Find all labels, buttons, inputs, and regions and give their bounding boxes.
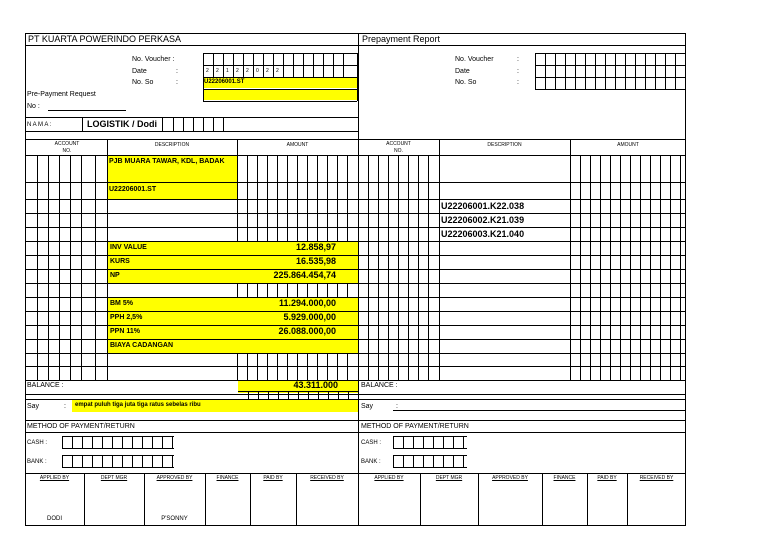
center-divider (358, 33, 359, 526)
payment-box-col (413, 455, 414, 467)
header-grid-col (243, 53, 244, 77)
balance-grid-col (348, 391, 349, 399)
table-grid-col (580, 155, 581, 380)
payment-box-col (92, 455, 93, 467)
table-grid-col (610, 155, 611, 380)
table-row-rule (25, 213, 686, 214)
right-header-grid-col (605, 53, 606, 89)
table-grid-col (37, 155, 38, 380)
header-grid-col (343, 53, 344, 77)
right-signature-label: FINANCE (553, 475, 576, 481)
right-header-grid-rule (535, 77, 686, 78)
table-grid-col (630, 155, 631, 380)
payment-box-col (453, 455, 454, 467)
payment-box-col (152, 455, 153, 467)
payment-box-rule (62, 467, 174, 468)
payment-box-rule (62, 448, 174, 449)
right-cash-label: CASH : (361, 440, 382, 446)
item-label: INV VALUE (110, 244, 147, 251)
balance-rule (25, 394, 686, 395)
table-row-rule (25, 366, 686, 367)
balance-grid-col (258, 391, 259, 399)
item-amount: 12.858,97 (295, 242, 336, 252)
payment-box-rule (62, 436, 174, 437)
table-grid-col (680, 155, 681, 380)
right-header-grid-col (555, 53, 556, 89)
right-signature-label: APPLIED BY (374, 475, 404, 481)
payment-box-col (82, 436, 83, 448)
payment-box-rule (62, 455, 174, 456)
table-row-rule (25, 227, 686, 228)
right-colon: : (517, 56, 519, 63)
right-header-grid-col (635, 53, 636, 89)
header-grid-col (293, 53, 294, 77)
right-header-grid-col (655, 53, 656, 89)
right-date-label: Date (455, 68, 470, 75)
table-grid-col (70, 155, 71, 380)
payment-box-col (122, 436, 123, 448)
right-say-colon: : (396, 403, 398, 410)
right-header-grid-rule (535, 65, 686, 66)
payment-box-col (423, 436, 424, 448)
method-rule (25, 432, 686, 433)
payment-box-col (413, 436, 414, 448)
table-grid-col (418, 155, 419, 380)
payment-box-col (463, 436, 464, 448)
date-digit: 2 (266, 68, 269, 74)
payment-box-col (82, 455, 83, 467)
right-signature-label: PAID BY (597, 475, 617, 481)
right-header-grid-col (625, 53, 626, 89)
nama-rule-bottom (25, 131, 358, 132)
say-label: Say (27, 403, 40, 410)
date-digit: 2 (276, 68, 279, 74)
signature-label: DEPT MGR (100, 475, 128, 481)
balance-grid-col (328, 391, 329, 399)
balance-label: BALANCE : (27, 382, 64, 389)
right-bank-label: BANK : (361, 459, 381, 465)
right-signature-label: RECEIVED BY (639, 475, 674, 481)
nama-grid-col (183, 117, 184, 131)
nama-grid-col (203, 117, 204, 131)
date-digit: 2 (236, 68, 239, 74)
payment-box-rule (393, 467, 467, 468)
payment-box-col (172, 455, 173, 467)
nama-grid-col (193, 117, 194, 131)
nama-grid-col (213, 117, 214, 131)
right-ref-number: U22206003.K21.040 (441, 229, 525, 239)
nama-grid-col (162, 117, 163, 131)
table-grid-col (81, 155, 82, 380)
signature-label: APPROVED BY (156, 475, 193, 481)
right-so-label: No. So (455, 79, 477, 86)
payment-box-rule (393, 455, 467, 456)
col-description-header: DESCRIPTION (154, 142, 190, 148)
balance-grid-col (288, 391, 289, 399)
table-grid-col (590, 155, 591, 380)
date-digit: 0 (256, 68, 259, 74)
header-grid-col (333, 53, 334, 77)
method-label: METHOD OF PAYMENT/RETURN (27, 423, 135, 430)
payment-box-col (72, 455, 73, 467)
payment-box-col (162, 455, 163, 467)
header-grid-col (357, 77, 358, 101)
payment-box-col (62, 436, 63, 448)
right-header-grid-rule (535, 89, 686, 90)
item-amount: 225.864.454,74 (273, 270, 336, 280)
right-voucher-label: No. Voucher (455, 56, 494, 63)
so-value: U22206001.ST (204, 79, 245, 85)
right-header-grid-col (545, 53, 546, 89)
right-signature-label: APPROVED BY (492, 475, 528, 481)
nama-label: N A M A : (27, 122, 52, 128)
balance-grid-col (308, 391, 309, 399)
say-value: empat puluh tiga juta tiga ratus sebelas ribu (75, 402, 201, 408)
item-amount: 5.929.000,00 (283, 312, 336, 322)
so-highlight-2 (203, 90, 357, 100)
header-grid-col (357, 53, 358, 77)
table-grid-col (95, 155, 96, 380)
table-grid-col (388, 155, 389, 380)
item-label: NP (110, 272, 120, 279)
payment-box-col (172, 436, 173, 448)
item-label: BIAYA CADANGAN (110, 342, 174, 349)
payment-box-col (112, 436, 113, 448)
right-header-grid-col (585, 53, 586, 89)
payment-box-col (102, 455, 103, 467)
col-account-no: NO. (62, 148, 72, 154)
header-grid-col (213, 53, 214, 77)
balance-grid-col (268, 391, 269, 399)
header-rule (25, 45, 686, 46)
say-rule-bottom (25, 420, 686, 421)
right-method-label: METHOD OF PAYMENT/RETURN (361, 423, 469, 430)
table-grid-col (428, 155, 429, 380)
right-header-grid-col (615, 53, 616, 89)
payment-box-col (443, 455, 444, 467)
item-label: PPN 11% (110, 328, 140, 335)
table-grid-col (600, 155, 601, 380)
balance-grid-col (278, 391, 279, 399)
header-grid-rule (203, 101, 357, 102)
table-grid-col (398, 155, 399, 380)
right-ref-number: U22206001.K22.038 (441, 201, 525, 211)
bank-label: BANK : (27, 459, 47, 465)
header-grid-col (253, 53, 254, 77)
right-colon: : (517, 68, 519, 75)
signature-label: FINANCE (216, 475, 239, 481)
header-grid-col (233, 53, 234, 77)
right-col-account-header: ACCOUNT (386, 141, 411, 147)
header-grid-col (273, 53, 274, 77)
right-amount-col-left (570, 139, 571, 380)
pre-payment-request-label: Pre-Payment Request (27, 91, 96, 98)
date-digit: 2 (246, 68, 249, 74)
report-title: Prepayment Report (362, 34, 441, 44)
right-ref-number: U22206002.K21.039 (441, 215, 525, 225)
balance-grid-rule (238, 391, 358, 392)
nama-grid-col (82, 117, 83, 131)
item-amount: 26.088.000,00 (278, 326, 336, 336)
date-colon: : (176, 68, 178, 75)
payment-box-col (122, 455, 123, 467)
payment-box-col (72, 436, 73, 448)
table-grid-col (378, 155, 379, 380)
table-grid-col (48, 155, 49, 380)
right-header-grid-col (595, 53, 596, 89)
nama-grid-col (173, 117, 174, 131)
payment-box-col (393, 436, 394, 448)
item-label: KURS (110, 258, 130, 265)
payment-box-col (443, 436, 444, 448)
payment-box-col (433, 436, 434, 448)
company-name: PT KUARTA POWERINDO PERKASA (28, 34, 182, 44)
right-signature-label: DEPT MGR (435, 475, 463, 481)
right-colon: : (517, 79, 519, 86)
balance-grid-col (318, 391, 319, 399)
right-say-label: Say (361, 403, 374, 410)
item-amount: 11.294.000,00 (278, 298, 336, 308)
date-digit: 1 (226, 68, 229, 74)
signature-label: APPLIED BY (39, 475, 70, 481)
right-header-grid-col (575, 53, 576, 89)
cash-label: CASH : (27, 440, 48, 446)
table-header-top (25, 139, 686, 140)
header-grid-col (313, 53, 314, 77)
desc-title: PJB MUARA TAWAR, KDL, BADAK (109, 158, 225, 165)
no-underline (48, 110, 126, 111)
header-grid-col (323, 53, 324, 77)
payment-box-col (92, 436, 93, 448)
date-digit: 2 (216, 68, 219, 74)
payment-box-col (142, 455, 143, 467)
payment-box-rule (393, 436, 467, 437)
table-grid-col (59, 155, 60, 380)
date-digit: 2 (206, 68, 209, 74)
payment-box-col (463, 455, 464, 467)
signature-name: DODI (47, 516, 62, 522)
say-colon: : (64, 403, 66, 410)
balance-grid-col (298, 391, 299, 399)
table-row-rule (25, 283, 686, 284)
payment-box-col (152, 436, 153, 448)
right-say-underline (393, 410, 686, 411)
payment-box-col (433, 455, 434, 467)
right-header-grid-rule (535, 53, 686, 54)
table-grid-col (620, 155, 621, 380)
right-header-grid-col (665, 53, 666, 89)
table-grid-col (640, 155, 641, 380)
payment-box-rule (393, 448, 467, 449)
header-grid-col (263, 53, 264, 77)
so-label: No. So (132, 79, 154, 86)
signature-label: PAID BY (263, 475, 283, 481)
payment-box-col (112, 455, 113, 467)
nama-value: LOGISTIK / Dodi (87, 119, 157, 129)
right-header-grid-col (565, 53, 566, 89)
right-header-grid-col (675, 53, 676, 89)
payment-box-col (62, 455, 63, 467)
header-grid-col (203, 53, 204, 77)
signature-label: RECEIVED BY (310, 475, 344, 481)
right-balance-label: BALANCE : (361, 382, 398, 389)
payment-box-col (453, 436, 454, 448)
table-grid-col (670, 155, 671, 380)
right-header-grid-col (645, 53, 646, 89)
right-desc-col-left (439, 139, 440, 380)
col-amount-header: AMOUNT (286, 142, 309, 148)
header-grid-col (283, 53, 284, 77)
payment-box-col (423, 455, 424, 467)
table-grid-col (408, 155, 409, 380)
desc-so: U22206001.ST (109, 186, 157, 193)
signature-name: P'SONNY (161, 516, 188, 522)
payment-box-col (132, 455, 133, 467)
table-grid-col (660, 155, 661, 380)
col-account-header: ACCOUNT (54, 141, 80, 147)
balance-grid-col (248, 391, 249, 399)
table-grid-col (368, 155, 369, 380)
payment-box-col (403, 455, 404, 467)
header-grid-col (223, 53, 224, 77)
no-label: No : (27, 103, 40, 110)
table-row-rule (25, 199, 686, 200)
payment-box-col (142, 436, 143, 448)
balance-grid-col (338, 391, 339, 399)
nama-rule-top (25, 117, 358, 118)
item-label: BM 5% (110, 300, 133, 307)
payment-box-col (132, 436, 133, 448)
item-amount: 16.535,98 (295, 256, 336, 266)
table-grid-col (650, 155, 651, 380)
payment-box-col (393, 455, 394, 467)
right-col-amount-header: AMOUNT (617, 142, 639, 148)
header-grid-col (303, 53, 304, 77)
payment-box-col (102, 436, 103, 448)
nama-grid-col (223, 117, 224, 131)
table-row-rule (25, 353, 686, 354)
date-label: Date (132, 68, 147, 75)
payment-box-col (162, 436, 163, 448)
so-colon: : (176, 79, 178, 86)
payment-box-col (403, 436, 404, 448)
item-label: PPH 2,5% (110, 314, 143, 321)
voucher-label: No. Voucher : (132, 56, 175, 63)
right-header-grid-col (535, 53, 536, 89)
balance-value: 43.311.000 (293, 380, 338, 390)
right-col-description-header: DESCRIPTION (487, 142, 522, 148)
right-col-account-no: NO. (394, 148, 403, 154)
